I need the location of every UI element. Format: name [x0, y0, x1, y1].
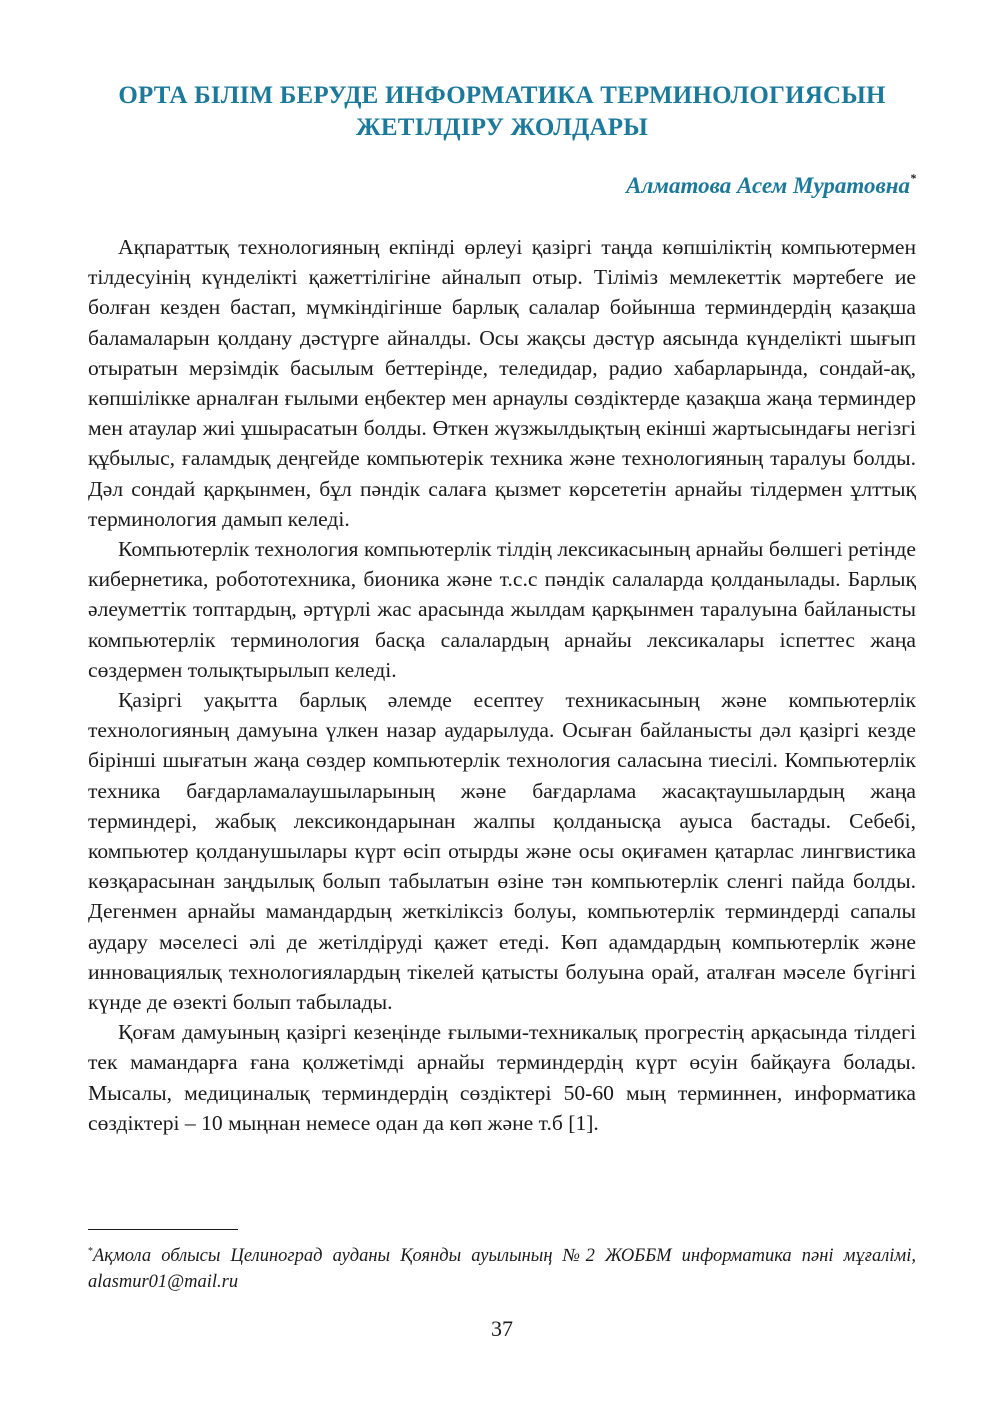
author-line	[626, 173, 916, 199]
article-title	[88, 80, 916, 144]
footnote-mark: *	[88, 1246, 93, 1257]
body-paragraph: Компьютерлік технология компьютерлік тілдің лексикасының арнайы бөлшегі ретінде кибернетика, робототехника, бионика және т.с.с пәндік салаларда қолданылады. Барлық әлеуметтік топтардың, әртүрлі жас арасында жылдам қарқынмен таралуына байланысты компьютерлік терминология басқа салалардың арнайы лексикалары іспеттес жаңа сөздермен толықтырылып келеді.	[88, 537, 916, 682]
body-paragraph: Қоғам дамуының қазіргі кезеңінде ғылыми-техникалық прогрестің арқасында тілдегі тек мамандарға ғана қолжетімді арнайы терминдердің күрт өсуін байқауға болады. Мысалы, медициналық терминдердің сөздіктері 50-60 мың терминнен, информатика сөздіктері – 10 мыңнан немесе одан да көп және т.б [1].	[88, 1020, 916, 1135]
footnote	[88, 1239, 916, 1295]
author-name: Алматова Асем Муратовна	[626, 173, 910, 198]
page-number: 37	[491, 1316, 513, 1341]
body-paragraph: Ақпараттық технологияның екпінді өрлеуі қазіргі таңда көпшіліктің компьютермен тілдесуінің күнделікті қажеттілігіне айналып отыр. Тіліміз мемлекеттік мәртебеге ие болған кезден бастап, мүмкіндігінше барлық салалар бойынша терминдердің қазақша баламаларын қолдану дәстүрге айналды. Осы жақсы дәстүр аясында күнделікті шығып отыратын мерзімдік басылым беттерінде, теледидар, радио хабарларында, сондай-ақ, көпшілікке арналған ғылыми еңбектер мен арнаулы сөздіктерде қазақша жаңа терминдер мен атаулар жиі ұшырасатын болды. Өткен жүзжылдықтың екінші жартысындағы негізгі құбылыс, ғаламдық деңгейде компьютерік техника және технологияның таралуы болды. Дәл сондай қарқынмен, бұл пәндік салаға қызмет көрсететін арнайы тілдермен ұлттық терминология дамып келеді.	[88, 235, 916, 531]
author-footnote-mark: *	[910, 171, 916, 186]
footnote-text: Ақмола облысы Целиноград ауданы Қоянды ауылының №2 ЖОББМ информатика пәні мұғалімі, alasmur01@mail.ru	[88, 1246, 916, 1293]
article-title-line-1: ОРТА БІЛІМ БЕРУДЕ ИНФОРМАТИКА ТЕРМИНОЛОГИЯСЫН	[118, 82, 886, 109]
body-paragraph: Қазіргі уақытта барлық әлемде есептеу техникасының және компьютерлік технологияның дамуына үлкен назар аударылуда. Осыған байланысты дәл қазіргі кезде бірінші шығатын жаңа сөздер компьютерлік технология саласына тиесілі. Компьютерлік техника бағдарламалаушыларының және бағдарлама жасақтаушылардың жаңа терминдері, жабық лексикондарынан жалпы қолданысқа ауыса бастады. Себебі, компьютер қолданушылары күрт өсіп отырды және осы оқиғамен қатарлас лингвистика көзқарасынан заңдылық болып табылатын өзіне тән компьютерлік сленгі пайда болды. Дегенмен арнайы мамандардың жеткіліксіз болуы, компьютерлік терминдерді сапалы аудару мәселесі әлі де жетілдіруді қажет етеді. Көп адамдардың компьютерлік және инновациялық технологиялардың тікелей қатысты болуына орай, аталған мәселе бүгінгі күнде де өзекті болып табылады.	[88, 688, 916, 1015]
article-body	[88, 232, 916, 1138]
article-title-line-2: ЖЕТІЛДІРУ ЖОЛДАРЫ	[356, 114, 648, 141]
footnote-separator	[88, 1229, 238, 1230]
